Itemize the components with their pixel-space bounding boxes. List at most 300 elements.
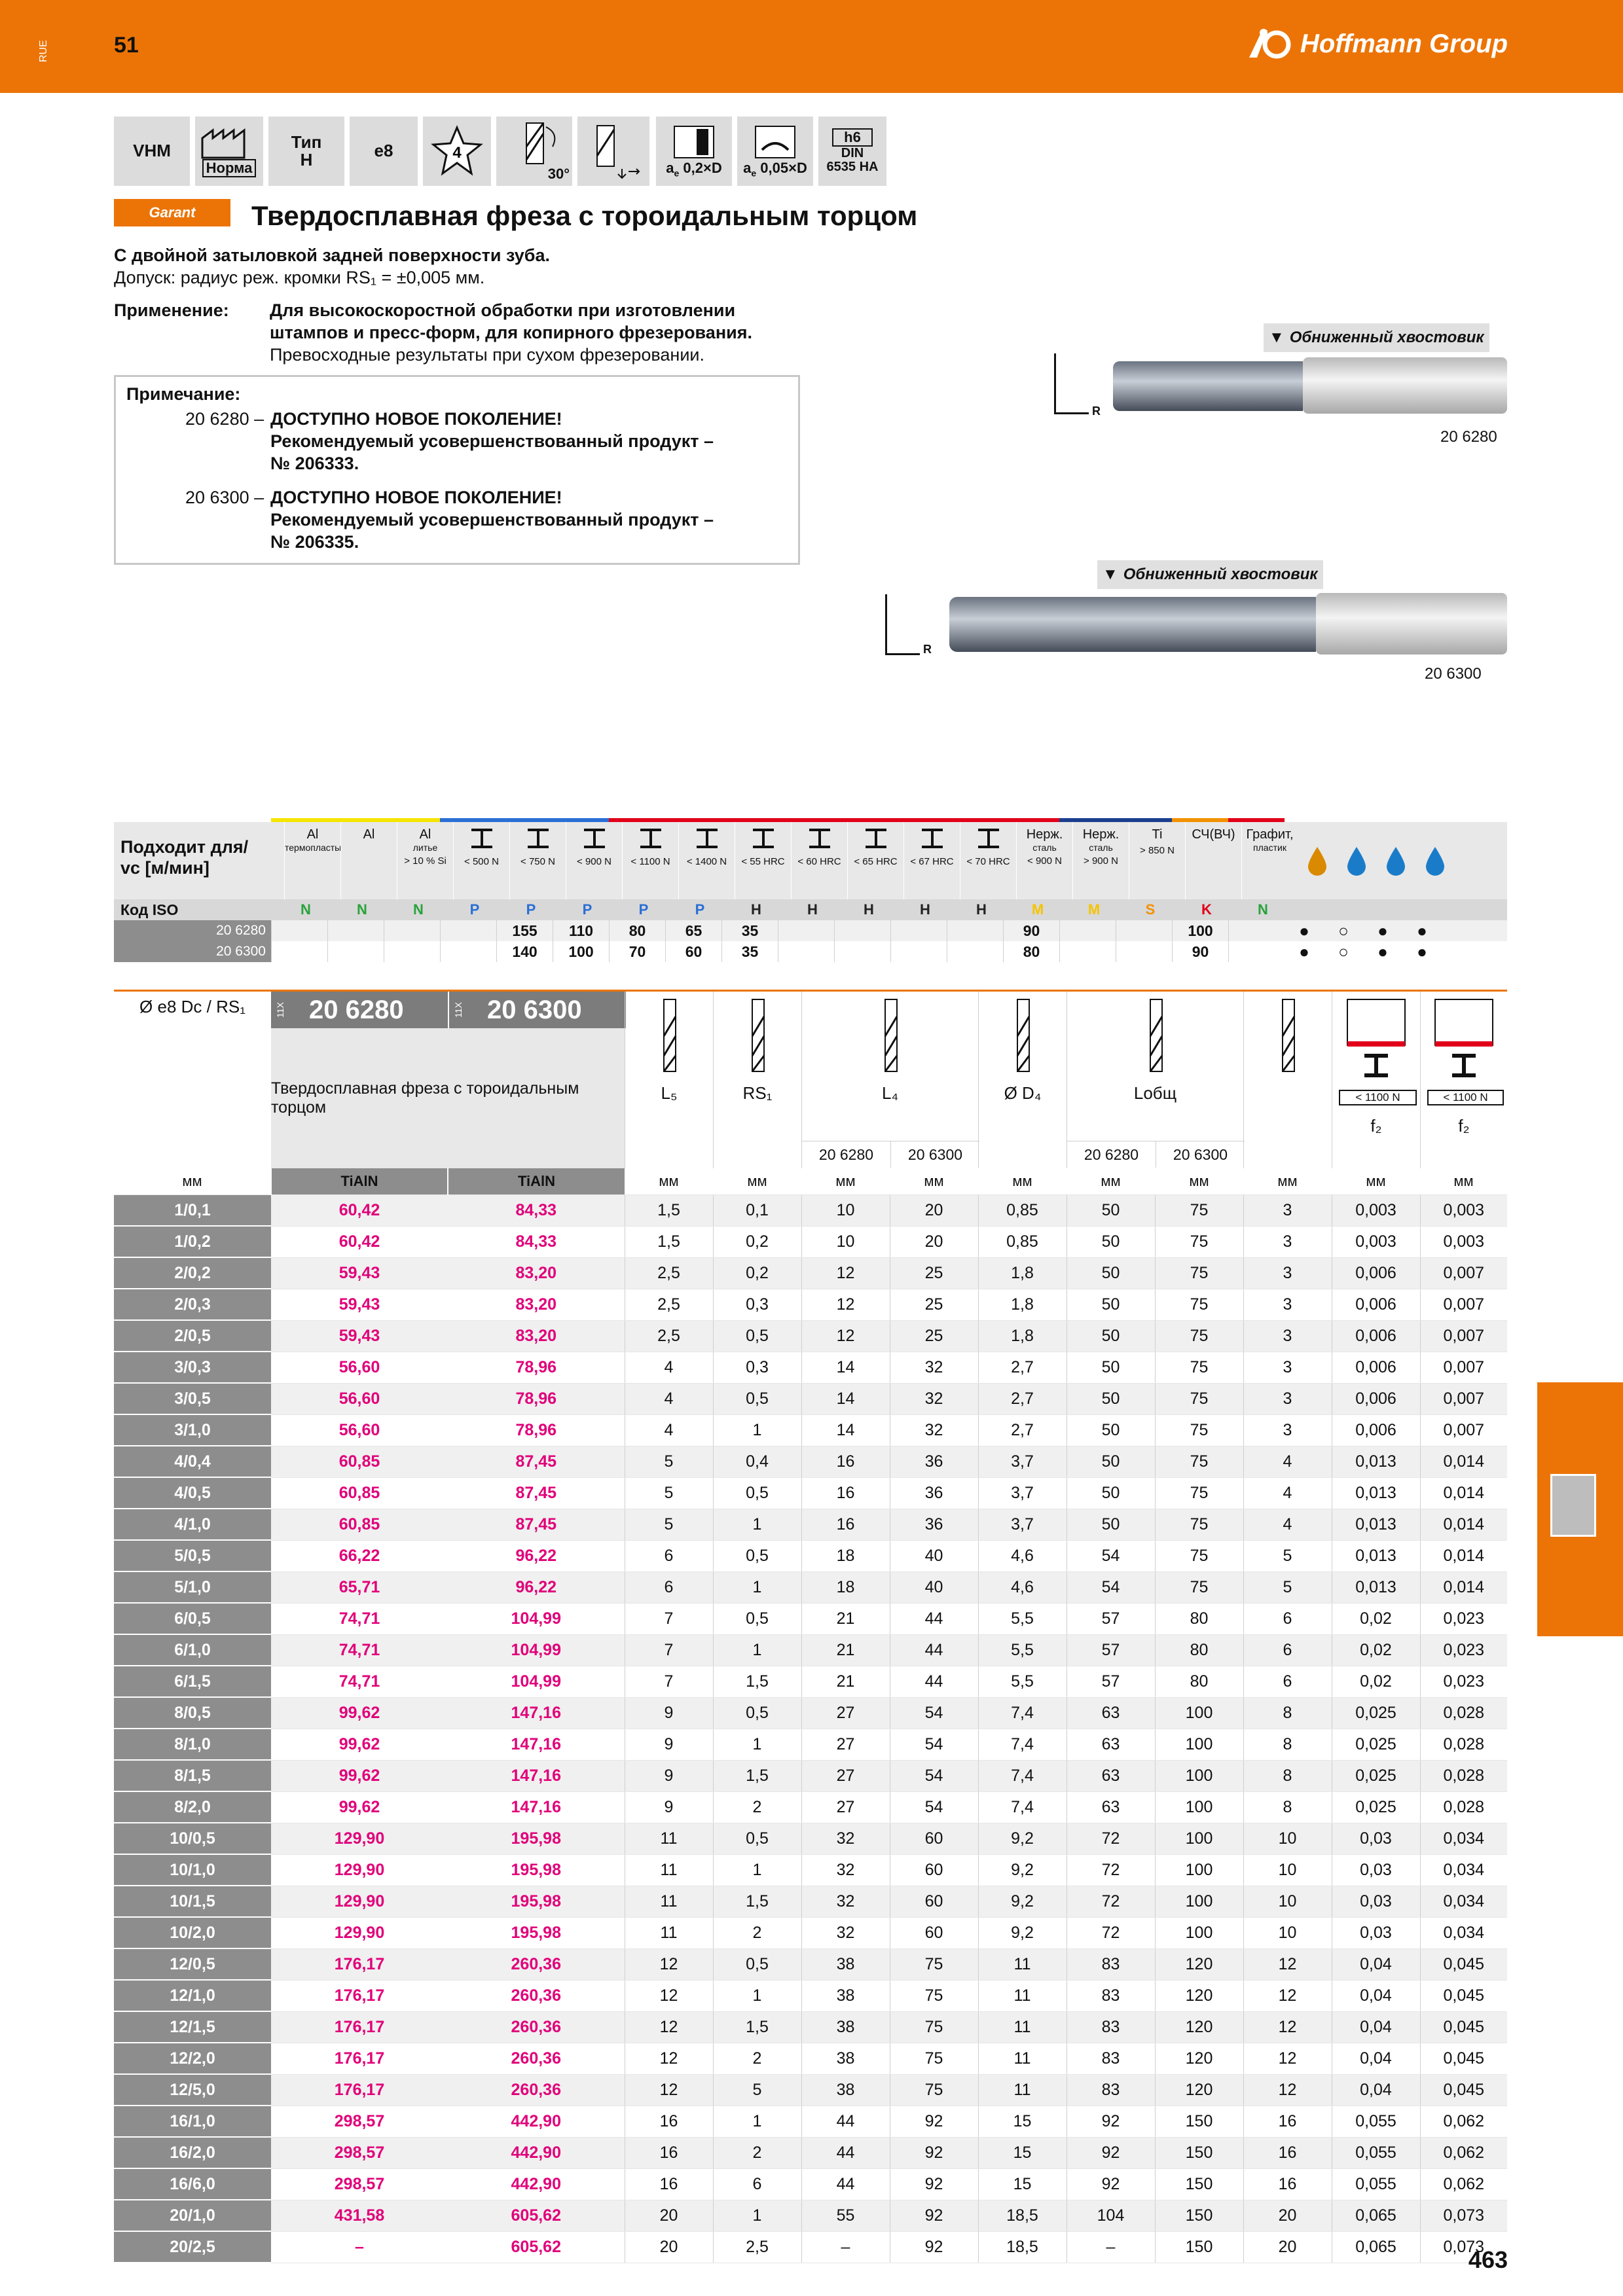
coolant-indicator: ● xyxy=(1377,942,1388,961)
dimension-cell: 50 xyxy=(1067,1509,1155,1540)
dimension-diagram-icon xyxy=(744,997,771,1085)
vc-value xyxy=(1116,941,1172,962)
size-cell: 16/6,0 xyxy=(114,2168,271,2200)
unit-label: мм xyxy=(890,1168,978,1195)
dimension-cell: 0,023 xyxy=(1420,1603,1507,1634)
svg-text:4: 4 xyxy=(452,144,462,162)
mist-icon xyxy=(1376,822,1415,899)
price-cell: 65,71 xyxy=(271,1571,448,1603)
vc-value xyxy=(834,941,890,962)
size-cell: 2/0,3 xyxy=(114,1289,271,1320)
dimension-cell: 50 xyxy=(1067,1289,1155,1320)
iso-code: P xyxy=(695,901,705,918)
dimension-cell: 15 xyxy=(978,2168,1067,2200)
dimension-cell: 55 xyxy=(801,2200,890,2231)
dimension-cell: 0,045 xyxy=(1420,2074,1507,2106)
dimension-cell: 32 xyxy=(801,1823,890,1854)
table-row xyxy=(114,2043,1507,2074)
note-box xyxy=(114,375,800,565)
dimension-cell: 10 xyxy=(801,1226,890,1257)
dimension-cell: 50 xyxy=(1067,1257,1155,1289)
dimension-cell: 0,025 xyxy=(1332,1697,1420,1729)
dimension-cell: – xyxy=(1067,2231,1155,2263)
dimension-cell: 0,5 xyxy=(713,1540,801,1571)
dimension-cell: 20 xyxy=(1243,2231,1332,2263)
dimension-cell: 100 xyxy=(1155,1729,1243,1760)
dimension-cell: 20 xyxy=(890,1195,978,1227)
dimension-cell: 0,5 xyxy=(713,1823,801,1854)
dimension-cell: 75 xyxy=(890,2011,978,2043)
dimension-cell: 12 xyxy=(625,2011,713,2043)
dimension-cell: 1,8 xyxy=(978,1320,1067,1352)
material-row-code: 20 6280 xyxy=(114,920,271,941)
price-cell: 60,85 xyxy=(271,1509,448,1540)
dimension-cell: 9 xyxy=(625,1697,713,1729)
material-col-header: < 1100 N xyxy=(622,822,678,899)
dimension-cell: 100 xyxy=(1155,1791,1243,1823)
dimension-cell: 16 xyxy=(625,2137,713,2168)
dimension-cell: 75 xyxy=(890,1980,978,2011)
dimension-cell: 1 xyxy=(713,1980,801,2011)
price-cell: 96,22 xyxy=(448,1571,625,1603)
steel-profile-icon xyxy=(623,827,678,853)
size-cell: 8/0,5 xyxy=(114,1697,271,1729)
dimension-cell: 7 xyxy=(625,1634,713,1666)
dimension-cell: 3 xyxy=(1243,1320,1332,1352)
price-cell: 78,96 xyxy=(448,1414,625,1446)
dimension-cell: 0,02 xyxy=(1332,1603,1420,1634)
reduced-shank-label-2: ▼ Обниженный хвостовик xyxy=(1097,560,1323,589)
table-row xyxy=(114,2106,1507,2137)
coolant-indicator: ○ xyxy=(1338,921,1349,941)
dimension-cell: 92 xyxy=(890,2106,978,2137)
dimension-cell: 0,5 xyxy=(713,1948,801,1980)
vc-value xyxy=(947,941,1003,962)
vc-value xyxy=(1228,920,1285,941)
dimension-cell: 104 xyxy=(1067,2200,1155,2231)
dimension-cell: 2 xyxy=(713,2043,801,2074)
table-row xyxy=(114,1948,1507,1980)
dimension-cell: 92 xyxy=(1067,2106,1155,2137)
price-cell: 59,43 xyxy=(271,1289,448,1320)
dimension-label: L₅ xyxy=(661,1083,678,1103)
vc-value xyxy=(327,941,384,962)
price-cell: 99,62 xyxy=(271,1791,448,1823)
size-cell: 4/0,4 xyxy=(114,1446,271,1477)
reduced-shank-label-1: ▼ Обниженный хвостовик xyxy=(1264,323,1489,352)
dimension-cell: 11 xyxy=(978,2043,1067,2074)
dimension-cell: 100 xyxy=(1155,1697,1243,1729)
dimension-cell: 16 xyxy=(1243,2106,1332,2137)
table-row xyxy=(114,1195,1507,1227)
vc-value: 155 xyxy=(496,920,553,941)
iso-code: H xyxy=(864,901,874,918)
dimension-cell: 1 xyxy=(713,2106,801,2137)
dimension-header xyxy=(1243,992,1332,1168)
dimension-cell: 3,7 xyxy=(978,1477,1067,1509)
dimension-cell: 0,006 xyxy=(1332,1257,1420,1289)
dimension-cell: 54 xyxy=(1067,1540,1155,1571)
price-cell: 78,96 xyxy=(448,1352,625,1383)
dimension-cell: – xyxy=(801,2231,890,2263)
size-cell: 12/0,5 xyxy=(114,1948,271,1980)
dimension-cell: 12 xyxy=(1243,1948,1332,1980)
emulsion-drop-icon xyxy=(1337,822,1376,899)
price-cell: 60,85 xyxy=(271,1446,448,1477)
iso-code: S xyxy=(1145,901,1156,918)
chapter-tab xyxy=(1537,1382,1623,1636)
dimension-cell: 60 xyxy=(890,1854,978,1886)
note-2-line2: Рекомендуемый усовершенствованный продукт – xyxy=(270,510,714,529)
vc-value: 110 xyxy=(553,920,609,941)
dimension-cell: 120 xyxy=(1155,1980,1243,2011)
dimension-cell: 1 xyxy=(713,1509,801,1540)
page-title: Твердосплавная фреза с тороидальным торцом xyxy=(251,200,918,231)
table-row xyxy=(114,1917,1507,1948)
price-cell: 260,36 xyxy=(448,1948,625,1980)
material-col-header: < 900 N xyxy=(566,822,622,899)
dimension-cell: 100 xyxy=(1155,1854,1243,1886)
material-vhm-icon: VHM xyxy=(114,117,190,186)
price-cell: 83,20 xyxy=(448,1320,625,1352)
size-cell: 8/2,0 xyxy=(114,1791,271,1823)
table-row xyxy=(114,2200,1507,2231)
dimension-cell: 0,006 xyxy=(1332,1289,1420,1320)
dimension-cell: 44 xyxy=(801,2106,890,2137)
dimension-cell: 12 xyxy=(625,1980,713,2011)
coolant-indicator: ○ xyxy=(1338,942,1349,961)
dimension-cell: 0,85 xyxy=(978,1195,1067,1227)
dimension-cell: 9 xyxy=(625,1729,713,1760)
oil-drop-icon xyxy=(1298,822,1337,899)
dimension-cell: 16 xyxy=(801,1509,890,1540)
dimension-cell: 7,4 xyxy=(978,1791,1067,1823)
price-cell: – xyxy=(271,2231,448,2263)
dimension-cell: 0,03 xyxy=(1332,1886,1420,1917)
dimension-cell: 0,045 xyxy=(1420,2011,1507,2043)
dimension-cell: 72 xyxy=(1067,1917,1155,1948)
dimension-cell: 2 xyxy=(713,2137,801,2168)
dimension-cell: 0,04 xyxy=(1332,2043,1420,2074)
dimension-cell: 0,013 xyxy=(1332,1540,1420,1571)
sub-product-code: 20 6300 xyxy=(1156,1141,1245,1168)
table-row xyxy=(114,1571,1507,1603)
dimension-header xyxy=(1067,992,1243,1168)
price-cell: 605,62 xyxy=(448,2231,625,2263)
size-cell: 6/1,5 xyxy=(114,1666,271,1697)
vc-value: 35 xyxy=(721,920,778,941)
dimension-cell: 1 xyxy=(713,1414,801,1446)
vc-value xyxy=(384,920,440,941)
unit-label: мм xyxy=(114,1168,271,1195)
dimension-cell: 44 xyxy=(801,2137,890,2168)
dimension-cell: 1,5 xyxy=(625,1195,713,1227)
table-row xyxy=(114,2137,1507,2168)
vc-value: 35 xyxy=(721,941,778,962)
dimension-cell: 75 xyxy=(1155,1257,1243,1289)
dimension-cell: 21 xyxy=(801,1634,890,1666)
dimension-cell: 3 xyxy=(1243,1195,1332,1227)
dimension-cell: 75 xyxy=(1155,1195,1243,1227)
dimension-cell: 8 xyxy=(1243,1791,1332,1823)
iso-code: P xyxy=(469,901,480,918)
dimension-cell: 150 xyxy=(1155,2106,1243,2137)
size-cell: 8/1,0 xyxy=(114,1729,271,1760)
chapter-number: 51 xyxy=(114,33,139,58)
dimension-cell: 11 xyxy=(625,1886,713,1917)
dimension-cell: 54 xyxy=(890,1729,978,1760)
material-col-header: Графит, пластик xyxy=(1241,822,1298,899)
dimension-cell: 2 xyxy=(713,1791,801,1823)
vc-value: 60 xyxy=(665,941,721,962)
dimension-cell: 10 xyxy=(1243,1823,1332,1854)
dimension-cell: 75 xyxy=(890,1948,978,1980)
steel-profile-icon xyxy=(735,827,791,853)
size-cell: 3/1,0 xyxy=(114,1414,271,1446)
dimension-cell: 120 xyxy=(1155,1948,1243,1980)
dimension-cell: 6 xyxy=(625,1540,713,1571)
desc-line1: С двойной затыловкой задней поверхности зуба. xyxy=(114,245,550,265)
dimension-cell: 60 xyxy=(890,1823,978,1854)
price-cell: 83,20 xyxy=(448,1289,625,1320)
size-cell: 10/0,5 xyxy=(114,1823,271,1854)
note-1-line3: № 206333. xyxy=(270,454,359,473)
dimension-cell: 0,034 xyxy=(1420,1854,1507,1886)
dimension-cell: 0,013 xyxy=(1332,1571,1420,1603)
note-2-line1: ДОСТУПНО НОВОЕ ПОКОЛЕНИЕ! xyxy=(270,488,562,507)
dimension-cell: 18 xyxy=(801,1571,890,1603)
table-row xyxy=(114,1320,1507,1352)
material-col-header: Нерж. сталь > 900 N xyxy=(1072,822,1129,899)
vc-value: 140 xyxy=(496,941,553,962)
dimension-cell: 75 xyxy=(1155,1414,1243,1446)
dimension-cell: 0,055 xyxy=(1332,2137,1420,2168)
size-cell: 20/1,0 xyxy=(114,2200,271,2231)
price-cell: 176,17 xyxy=(271,2043,448,2074)
dimension-cell: 9,2 xyxy=(978,1886,1067,1917)
dimension-cell: 1,5 xyxy=(713,1886,801,1917)
dimension-cell: 0,5 xyxy=(713,1603,801,1634)
size-cell: 2/0,2 xyxy=(114,1257,271,1289)
dimension-cell: 72 xyxy=(1067,1854,1155,1886)
price-cell: 104,99 xyxy=(448,1634,625,1666)
vc-value xyxy=(1059,941,1116,962)
dimension-cell: 92 xyxy=(890,2231,978,2263)
vc-value xyxy=(947,920,1003,941)
note-code-1: 20 6280 – xyxy=(185,409,264,429)
coolant-indicator: ● xyxy=(1417,921,1427,941)
dimension-cell: 0,025 xyxy=(1332,1760,1420,1791)
price-cell: 99,62 xyxy=(271,1729,448,1760)
dimension-cell: 3 xyxy=(1243,1414,1332,1446)
dimension-cell: 4 xyxy=(1243,1446,1332,1477)
dimension-cell: 7,4 xyxy=(978,1697,1067,1729)
centre-cut-icon xyxy=(577,117,649,186)
dimension-cell: 4 xyxy=(1243,1477,1332,1509)
iso-code: P xyxy=(582,901,593,918)
dimension-cell: 57 xyxy=(1067,1634,1155,1666)
dimension-cell: 83 xyxy=(1067,1980,1155,2011)
dimension-header xyxy=(1332,992,1420,1168)
price-cell: 195,98 xyxy=(448,1917,625,1948)
dimension-cell: 32 xyxy=(890,1352,978,1383)
dimension-cell: 4,6 xyxy=(978,1571,1067,1603)
dimension-cell: 120 xyxy=(1155,2043,1243,2074)
dimension-header xyxy=(801,992,978,1168)
dimension-cell: 0,062 xyxy=(1420,2137,1507,2168)
dimension-cell: 0,045 xyxy=(1420,1948,1507,1980)
dimension-cell: 0,007 xyxy=(1420,1414,1507,1446)
dimension-cell: 32 xyxy=(801,1886,890,1917)
material-col-header: < 500 N xyxy=(453,822,509,899)
material-col-header: < 750 N xyxy=(509,822,566,899)
dimension-cell: 12 xyxy=(801,1320,890,1352)
dimension-cell: 36 xyxy=(890,1446,978,1477)
tool-code-2: 20 6300 xyxy=(1425,665,1482,683)
material-table xyxy=(114,818,1507,962)
unit-label: мм xyxy=(978,1168,1067,1195)
dimension-cell: 75 xyxy=(1155,1320,1243,1352)
steel-profile-icon xyxy=(566,827,622,853)
dimension-diagram-icon xyxy=(656,997,682,1085)
dimension-cell: 0,03 xyxy=(1332,1823,1420,1854)
dimension-cell: 50 xyxy=(1067,1195,1155,1227)
dimension-cell: 1 xyxy=(713,1729,801,1760)
dimension-cell: 0,04 xyxy=(1332,1980,1420,2011)
dimension-cell: 14 xyxy=(801,1414,890,1446)
dimension-cell: 11 xyxy=(978,1980,1067,2011)
vc-value: 80 xyxy=(1003,941,1059,962)
material-col-header: < 55 HRC xyxy=(735,822,791,899)
dimension-cell: 44 xyxy=(801,2168,890,2200)
dimension-diagram-icon xyxy=(1010,997,1036,1085)
dimension-cell: 72 xyxy=(1067,1823,1155,1854)
iso-code: N xyxy=(1258,901,1268,918)
dimension-cell: 92 xyxy=(890,2200,978,2231)
dimension-cell: 0,014 xyxy=(1420,1509,1507,1540)
coolant-indicator: ● xyxy=(1299,942,1309,961)
price-cell: 59,43 xyxy=(271,1320,448,1352)
dimension-cell: 20 xyxy=(890,1226,978,1257)
table-row xyxy=(114,1257,1507,1289)
size-cell: 5/1,0 xyxy=(114,1571,271,1603)
garant-logo: Garant xyxy=(114,199,230,226)
price-cell: 104,99 xyxy=(448,1666,625,1697)
dimension-cell: 38 xyxy=(801,1948,890,1980)
dimension-cell: 1 xyxy=(713,1571,801,1603)
dimension-cell: 0,025 xyxy=(1332,1791,1420,1823)
dimension-cell: 54 xyxy=(890,1791,978,1823)
type-h-icon: Тип H xyxy=(268,117,344,186)
feed-diagram-icon xyxy=(1432,997,1495,1092)
dimension-cell: 5 xyxy=(625,1477,713,1509)
table-row xyxy=(114,1760,1507,1791)
dimension-cell: 5 xyxy=(1243,1540,1332,1571)
dimension-cell: 4,6 xyxy=(978,1540,1067,1571)
dimension-cell: 25 xyxy=(890,1289,978,1320)
dimension-cell: 6 xyxy=(713,2168,801,2200)
helix-30-icon: 30° xyxy=(496,117,572,186)
dimension-cell: 50 xyxy=(1067,1383,1155,1414)
dimension-cell: 11 xyxy=(625,1917,713,1948)
vc-value: 90 xyxy=(1172,941,1228,962)
dimension-cell: 6 xyxy=(625,1571,713,1603)
brand-name: Hoffmann Group xyxy=(1300,29,1508,58)
size-cell: 16/1,0 xyxy=(114,2106,271,2137)
vc-value xyxy=(1116,920,1172,941)
dimension-cell: 10 xyxy=(1243,1854,1332,1886)
dimension-cell: 0,014 xyxy=(1420,1446,1507,1477)
price-cell: 74,71 xyxy=(271,1603,448,1634)
price-cell: 59,43 xyxy=(271,1257,448,1289)
vc-value xyxy=(384,941,440,962)
dimension-diagram-icon xyxy=(877,997,903,1085)
dimension-cell: 18 xyxy=(801,1540,890,1571)
dimension-cell: 32 xyxy=(801,1854,890,1886)
dimension-cell: 12 xyxy=(1243,2074,1332,2106)
price-cell: 195,98 xyxy=(448,1823,625,1854)
iso-code: H xyxy=(751,901,761,918)
dimension-cell: 63 xyxy=(1067,1729,1155,1760)
dimension-cell: 4 xyxy=(625,1414,713,1446)
flutes-4-icon xyxy=(423,117,491,186)
size-cell: 4/1,0 xyxy=(114,1509,271,1540)
iso-code: N xyxy=(301,901,311,918)
dimension-diagram-icon xyxy=(1142,997,1169,1085)
dimension-header xyxy=(978,992,1067,1168)
dimension-cell: 1,5 xyxy=(713,1666,801,1697)
price-cell: 176,17 xyxy=(271,1980,448,2011)
dimension-cell: 150 xyxy=(1155,2168,1243,2200)
table-row xyxy=(114,1509,1507,1540)
coating-label: TiAlN xyxy=(448,1168,625,1195)
vc-value: 80 xyxy=(609,920,665,941)
dimension-cell: 27 xyxy=(801,1791,890,1823)
table-row xyxy=(114,1634,1507,1666)
dimension-cell: 3 xyxy=(1243,1257,1332,1289)
dimension-cell: 63 xyxy=(1067,1760,1155,1791)
dimension-cell: 0,5 xyxy=(713,1697,801,1729)
dimension-cell: 0,006 xyxy=(1332,1320,1420,1352)
dimension-cell: 92 xyxy=(890,2137,978,2168)
dimension-cell: 0,055 xyxy=(1332,2106,1420,2137)
sub-product-code: 20 6280 xyxy=(1067,1141,1156,1168)
vc-value xyxy=(271,941,327,962)
dimension-cell: 0,013 xyxy=(1332,1446,1420,1477)
corner-radius-icon xyxy=(885,594,920,655)
dimension-cell: 5 xyxy=(625,1509,713,1540)
vc-value xyxy=(890,920,947,941)
tool-head-20-6300 xyxy=(949,597,1316,652)
dimension-cell: 120 xyxy=(1155,2011,1243,2043)
dimension-cell: 36 xyxy=(890,1509,978,1540)
dimension-cell: 0,03 xyxy=(1332,1854,1420,1886)
dimension-cell: 1 xyxy=(713,1634,801,1666)
milling-cutter-icon xyxy=(1550,1474,1596,1537)
dimension-cell: 0,5 xyxy=(713,1477,801,1509)
radius-label-1: R xyxy=(1092,404,1101,418)
vc-value xyxy=(1228,941,1285,962)
price-cell: 260,36 xyxy=(448,2011,625,2043)
price-cell: 298,57 xyxy=(271,2137,448,2168)
dimension-cell: 75 xyxy=(1155,1446,1243,1477)
dimension-cell: 15 xyxy=(978,2137,1067,2168)
dimension-cell: 0,045 xyxy=(1420,1980,1507,2011)
material-col-header: Al xyxy=(340,822,397,899)
dimension-cell: 20 xyxy=(625,2200,713,2231)
dimension-cell: 40 xyxy=(890,1540,978,1571)
dimension-cell: 54 xyxy=(890,1760,978,1791)
